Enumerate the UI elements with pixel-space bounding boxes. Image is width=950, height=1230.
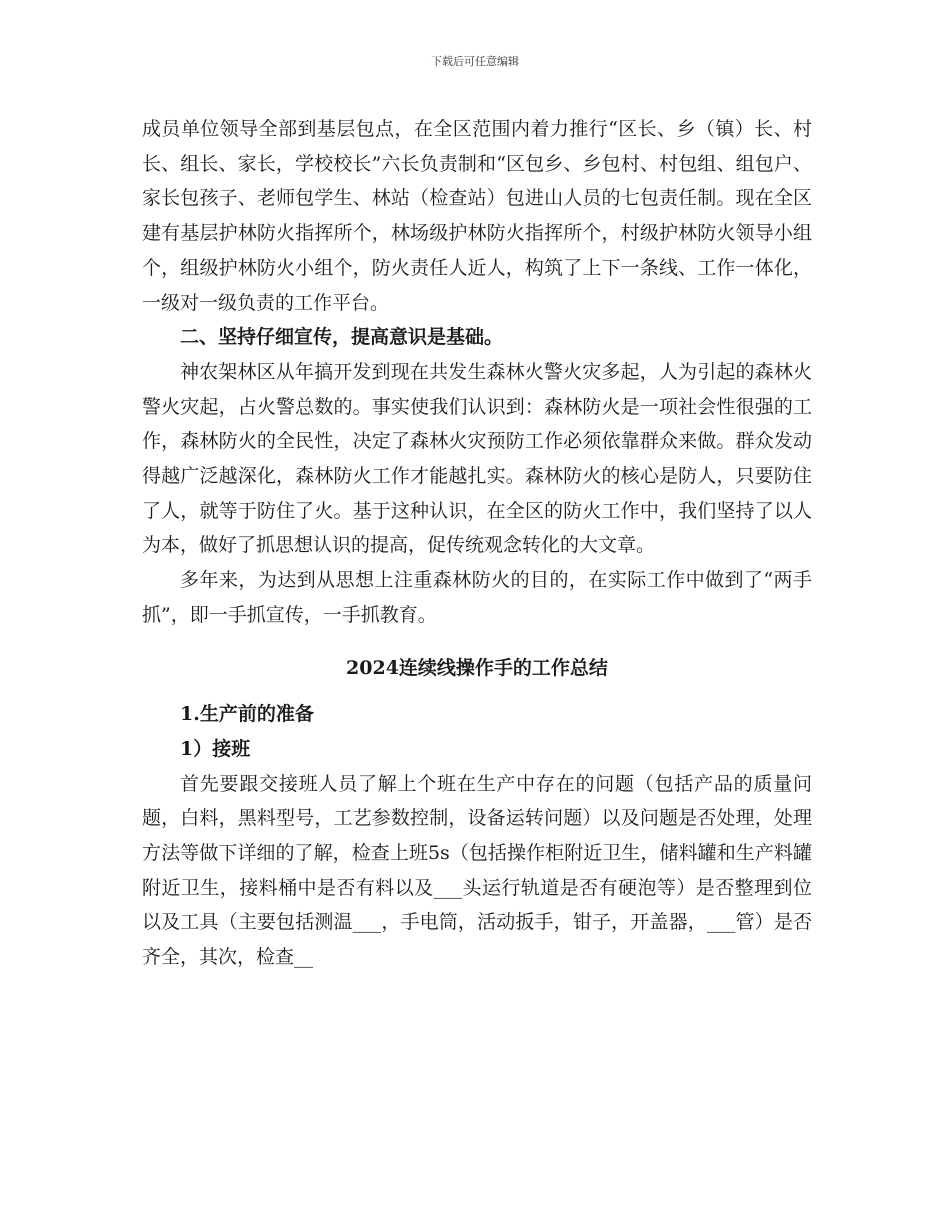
document-body — [142, 112, 812, 975]
paragraph-fire-history: 神农架林区从年搞开发到现在共发生森林火警火灾多起，人为引起的森林火警火灾起，占火警总数的。事实使我们认识到：森林防火是一项社会性很强的工作，森林防火的全民性，决定了森林火灾预防工作必须依靠群众来做。群众发动得越广泛越深化，森林防火工作才能越扎实。森林防火的核心是防人，只要防住了人，就等于防住了火。基于这种认识，在全区的防火工作中，我们坚持了以人为本，做好了抓思想认识的提高，促传统观念转化的大文章。 — [142, 360, 812, 557]
subheading-preparation: 1.生产前的准备 — [180, 703, 314, 726]
paragraph-handover-details: 首先要跟交接班人员了解上个班在生产中存在的问题（包括产品的质量问题，白料，黑料型号，工艺参数控制，设备运转问题）以及问题是否处理，处理方法等做下详细的了解，检查上班5s（包括操作柜附近卫生，储料罐和生产料罐附近卫生，接料桶中是否有料以及___头运行轨道是否有硬泡等）是否整理到位以及工具（主要包括测温___，手电筒，活动扳手，钳子，开盖器，___管）是否齐全，其次，检查__ — [142, 772, 812, 969]
subheading-shift-handover: 1）接班 — [180, 737, 251, 760]
section-heading-two: 二、坚持仔细宣传，提高意识是基础。 — [180, 326, 504, 349]
paragraph-two-hands: 多年来，为达到从思想上注重森林防火的目的，在实际工作中做到了“两手抓”，即一手抓宣传，一手抓教育。 — [142, 569, 812, 626]
header-note: 下载后可任意编辑 — [431, 55, 519, 68]
paragraph-continued: 成员单位领导全部到基层包点，在全区范围内着力推行“区长、乡（镇）长、村长、组长、家长，学校校长”六长负责制和“区包乡、乡包村、村包组、组包户、家长包孩子、老师包学生、林站（检查站）包进山人员的七包责任制。现在全区建有基层护林防火指挥所个，林场级护林防火指挥所个，村级护林防火领导小组个，组级护林防火小组个，防火责任人近人，构筑了上下一条线、工作一体化，一级对一级负责的工作平台。 — [142, 118, 812, 314]
document-title: 2024连续线操作手的工作总结 — [346, 656, 608, 679]
